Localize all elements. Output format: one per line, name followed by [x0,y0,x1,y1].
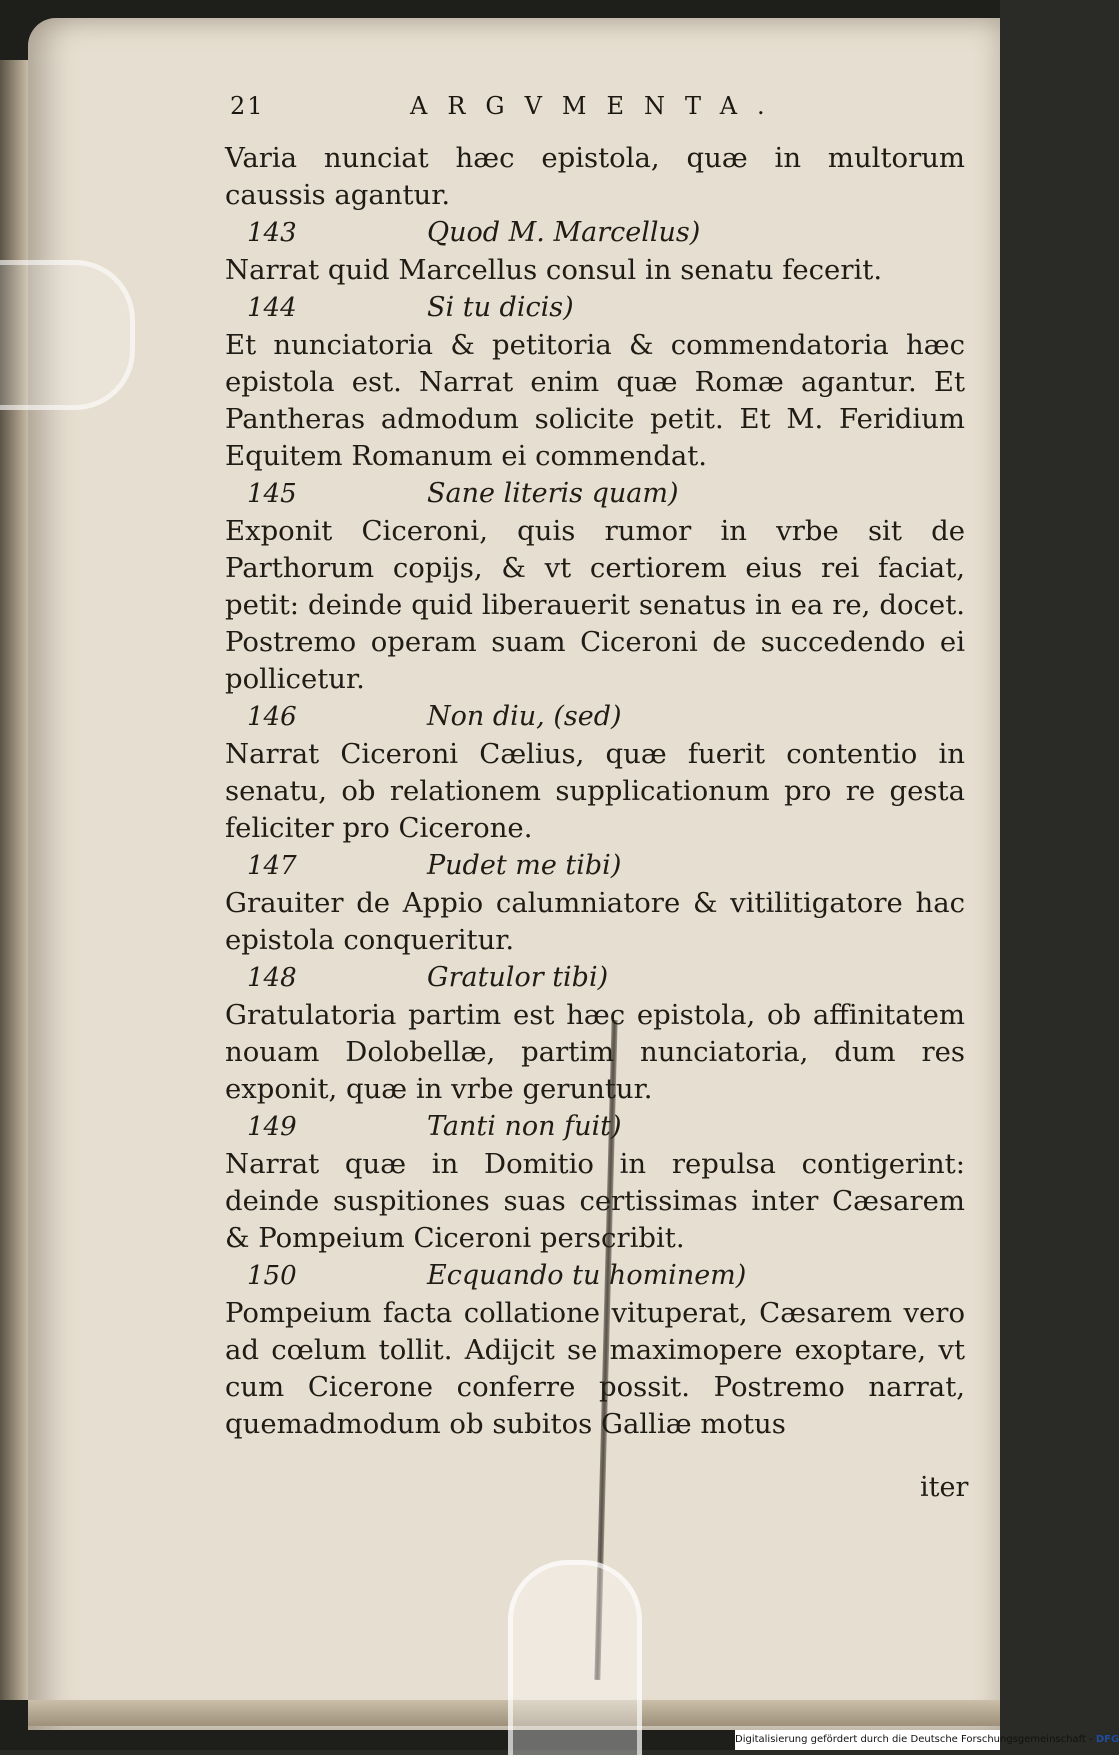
letter-number: 150 [247,1261,297,1291]
letter-entry [225,475,965,698]
letter-entry [225,959,965,1108]
page-clip-left [0,260,135,410]
page-text [225,140,965,1443]
catchword: iter [920,1472,969,1503]
running-title: ARGVMENTA. [410,92,785,120]
letter-entry [225,1257,965,1443]
letter-number: 148 [247,963,297,993]
argument-text: Narrat quæ in Domitio in repulsa contigerint: deinde suspitiones suas certissimas inter Cæsarem & Pompeium Ciceroni perscribit. [225,1148,965,1254]
argument-text: Et nunciatoria & petitoria & commendatoria hæc epistola est. Narrat enim quæ Romæ agantur. Et Pantheras admodum solicite petit. Et M. Feridium Equitem Romanum ei commendat. [225,329,965,472]
letter-entry [225,214,965,289]
argument-text: Gratulatoria partim est hæc epistola, ob affinitatem nouam Dolobellæ, partim nunciatoria, dum res exponit, quæ in vrbe geruntur. [225,999,965,1105]
argument-text: Narrat Ciceroni Cælius, quæ fuerit contentio in senatu, ob relationem supplicationum pro re gesta feliciter pro Cicerone. [225,738,965,844]
letter-incipit: Ecquando tu hominem) [427,1260,747,1291]
letter-entry [225,1108,965,1257]
letter-entry [225,698,965,847]
entry-heading [225,847,965,885]
letter-number: 144 [247,293,297,323]
letter-number: 143 [247,218,297,248]
letter-incipit: Gratulor tibi) [427,962,609,993]
entry-heading [225,475,965,513]
entry-heading [225,959,965,997]
letter-entry [225,289,965,475]
letter-incipit: Pudet me tibi) [427,850,622,881]
letter-incipit: Non diu, (sed) [427,701,622,732]
footer-credit: Digitalisierung gefördert durch die Deutsche Forschungsgemeinschaft - [735,1734,1093,1745]
intro-paragraph: Varia nunciat hæc epistola, quæ in multorum caussis agantur. [225,142,965,211]
argument-text: Pompeium facta collatione vituperat, Cæsarem vero ad cœlum tollit. Adijcit se maximopere exoptare, vt cum Cicerone conferre possit. Postremo narrat, quemadmodum ob subitos Galliæ motus [225,1297,965,1440]
dfg-logo: DFG [1095,1734,1119,1745]
argument-text: Grauiter de Appio calumniatore & vitilitigatore hac epistola conqueritur. [225,887,965,956]
argument-text: Exponit Ciceroni, quis rumor in vrbe sit de Parthorum copijs, & vt certiorem eius rei faciat, petit: deinde quid liberauerit senatus in ea re, docet. Postremo operam suam Ciceroni de succedendo ei pollicetur. [225,515,965,695]
letter-number: 145 [247,479,297,509]
letter-incipit: Tanti non fuit) [427,1111,622,1142]
letter-incipit: Si tu dicis) [427,292,574,323]
page-clip-bottom [508,1560,642,1755]
letter-number: 149 [247,1112,297,1142]
entry-heading [225,1257,965,1295]
letter-number: 147 [247,851,297,881]
argument-text: Narrat quid Marcellus consul in senatu fecerit. [225,254,883,286]
digitization-footer [735,1730,1119,1750]
entry-heading [225,1108,965,1146]
entry-heading [225,289,965,327]
letter-incipit: Quod M. Marcellus) [427,217,701,248]
page-header [230,92,790,132]
letter-number: 146 [247,702,297,732]
page-number: 21 [230,92,265,120]
letter-incipit: Sane literis quam) [427,478,679,509]
letter-entry [225,847,965,959]
entry-heading [225,698,965,736]
entry-heading [225,214,965,252]
